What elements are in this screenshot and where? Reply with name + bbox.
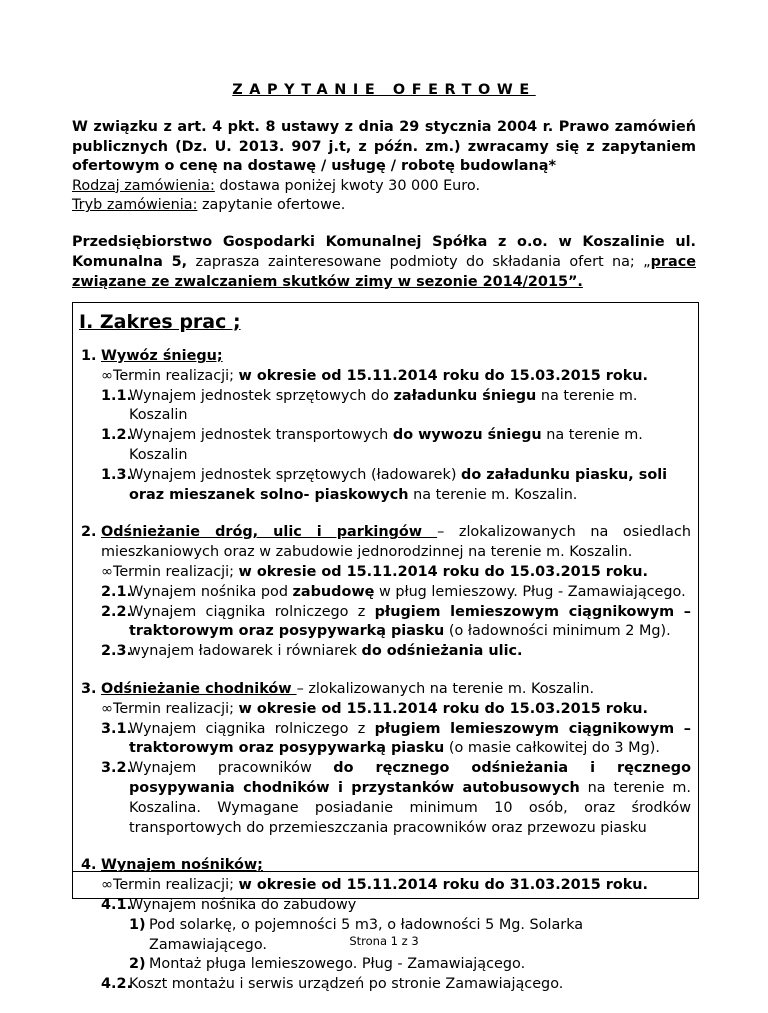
section-1	[81, 347, 691, 505]
order-mode-label: Tryb zamówienia:	[72, 197, 198, 214]
term-line	[101, 563, 691, 583]
item-number: 3.2.	[101, 760, 132, 777]
item-text-end: (o ładowności minimum 2 Mg).	[444, 623, 671, 640]
item-bold: pługiem lemieszowym ciągnikowym – traktorowym oraz posypywarką piasku	[129, 603, 691, 640]
item-text: Wynajem jednostek sprzętowych (ładowarek)	[129, 466, 462, 483]
list-item	[101, 759, 691, 838]
item-bold: do załadunku piasku, soli oraz mieszanek solno- piaskowych	[129, 466, 668, 503]
order-mode-line	[72, 196, 696, 216]
item-number: 2.1.	[101, 583, 132, 600]
section-heading: Wywóz śniegu;	[101, 348, 223, 364]
item-text: Wynajem pracowników	[129, 760, 334, 777]
item-text: Koszt montażu i serwis urządzeń po stronie Zamawiającego.	[129, 976, 564, 993]
list-item	[101, 387, 691, 427]
sub-item-text: Montaż pługa lemieszowego. Pług - Zamawiającego.	[149, 956, 526, 973]
item-text-end: na terenie m. Koszalin	[129, 427, 643, 463]
list-item	[101, 642, 691, 662]
item-text: Wynajem jednostek sprzętowych do	[129, 387, 394, 404]
document-title: ZAPYTANIE OFERTOWE	[232, 82, 536, 98]
item-text: Wynajem jednostek transportowych	[129, 427, 393, 444]
item-text-end: na terenie m. Koszalin.	[408, 486, 578, 503]
term-label: ∞Termin realizacji;	[101, 877, 239, 894]
company-name: Przedsiębiorstwo Gospodarki Komunalnej Spółka z o.o. w Koszalinie ul. Komunalna 5,	[72, 234, 696, 270]
invitation-paragraph	[72, 232, 696, 292]
list-item	[101, 720, 691, 760]
section-2	[81, 523, 691, 662]
term-label: ∞Termin realizacji;	[101, 563, 239, 580]
order-subject: prace związane ze zwalczaniem skutków zimy w sezonie 2014/2015	[72, 254, 696, 290]
order-subject-end: ”.	[567, 274, 583, 290]
section-heading-rest: – zlokalizowanych na osiedlach mieszkaniowych oraz w zabudowie jednorodzinnej na terenie m. Koszalin.	[101, 524, 691, 561]
section-heading-rest: – zlokalizowanych na terenie m. Koszalin.	[296, 680, 595, 697]
sub-item-number: 2)	[129, 956, 146, 973]
item-bold: do ręcznego odśnieżania i ręcznego posypywania chodników i przystanków autobusowych	[129, 760, 691, 796]
item-text: Wynajem ciągnika rolniczego z	[129, 720, 375, 737]
list-item	[101, 583, 691, 603]
section-number: 2.	[81, 524, 97, 541]
section-heading: Wynajem nośników;	[101, 857, 263, 874]
term-dates: w okresie od 15.11.2014 roku do 31.03.2015 roku.	[238, 877, 648, 894]
item-bold: załadunku śniegu	[393, 387, 537, 404]
item-number: 2.2.	[101, 603, 132, 620]
list-item	[101, 466, 691, 506]
section-heading: Odśnieżanie chodników	[101, 680, 297, 697]
order-type-label: Rodzaj zamówienia:	[72, 177, 215, 194]
term-label: ∞Termin realizacji;	[101, 367, 239, 384]
list-item	[101, 426, 691, 466]
item-number: 3.1.	[101, 720, 132, 737]
item-text-end: na terenie m. Koszalina. Wymagane posiadanie minimum 10 osób, oraz środków transportowych do przemieszczania pracowników oraz przewozu piasku	[129, 779, 691, 836]
item-number: 4.1.	[101, 896, 132, 913]
item-number: 1.2.	[101, 427, 132, 444]
term-dates: w okresie od 15.11.2014 roku do 15.03.2015 roku.	[238, 563, 648, 580]
term-line	[101, 367, 691, 387]
order-type-value: dostawa poniżej kwoty 30 000 Euro.	[214, 177, 481, 194]
item-bold: do odśnieżania ulic.	[361, 643, 523, 660]
scope-content	[81, 347, 691, 1013]
item-bold: zabudowę	[292, 583, 375, 600]
item-number: 1.1.	[101, 387, 132, 404]
section-number: 4.	[81, 857, 97, 874]
item-text: wynajem ładowarek i równiarek	[129, 643, 362, 660]
section-3	[81, 680, 691, 838]
order-type-line	[72, 177, 696, 197]
item-text-end: (o masie całkowitej do 3 Mg).	[444, 740, 660, 757]
item-text-end: na terenie m. Koszalin	[129, 387, 638, 424]
invitation-text: zaprasza zainteresowane podmioty do składania ofert na; „	[187, 254, 651, 270]
section-number: 1.	[81, 348, 97, 364]
scope-box-bottom-row	[72, 871, 699, 899]
list-item	[101, 975, 691, 995]
page-number: Strona 1 z 3	[349, 934, 419, 948]
term-label: ∞Termin realizacji;	[101, 700, 239, 717]
item-text-end: w pług lemieszowy. Pług - Zamawiającego.	[374, 583, 686, 600]
sub-item-text: Pod solarkę, o pojemności 5 m3, o ładowności 5 Mg. Solarka Zamawiającego.	[149, 916, 584, 953]
item-number: 2.3.	[101, 643, 132, 660]
item-number: 4.2.	[101, 976, 132, 993]
section-number: 3.	[81, 680, 97, 697]
sub-list-item	[129, 955, 691, 975]
item-text: Wynajem nośnika do zabudowy	[129, 896, 357, 913]
intro-block	[72, 118, 696, 216]
item-text: Wynajem nośnika pod	[129, 583, 293, 600]
intro-legal-basis: W związku z art. 4 pkt. 8 ustawy z dnia 29 stycznia 2004 r. Prawo zamówień publicznych (Dz. U. 2013. 907 j.t, z późn. zm.) zwracamy się z zapytaniem ofertowym o cenę na dostawę / usługę / robotę budowlaną*	[72, 119, 696, 175]
scope-heading: I. Zakres prac ;	[79, 311, 241, 333]
term-dates: w okresie od 15.11.2014 roku do 15.03.2015 roku.	[238, 367, 648, 384]
item-text: Wynajem ciągnika rolniczego z	[129, 603, 375, 620]
term-dates: w okresie od 15.11.2014 roku do 15.03.2015 roku.	[238, 700, 648, 717]
item-bold: pługiem lemieszowym ciągnikowym – traktorowym oraz posypywarką piasku	[129, 720, 691, 757]
sub-item-number: 1)	[129, 916, 146, 933]
term-line	[101, 700, 691, 720]
item-bold: do wywozu śniegu	[392, 427, 542, 444]
list-item	[101, 603, 691, 643]
order-mode-value: zapytanie ofertowe.	[197, 197, 346, 214]
item-number: 1.3.	[101, 466, 132, 483]
section-heading: Odśnieżanie dróg, ulic i parkingów	[101, 524, 438, 541]
